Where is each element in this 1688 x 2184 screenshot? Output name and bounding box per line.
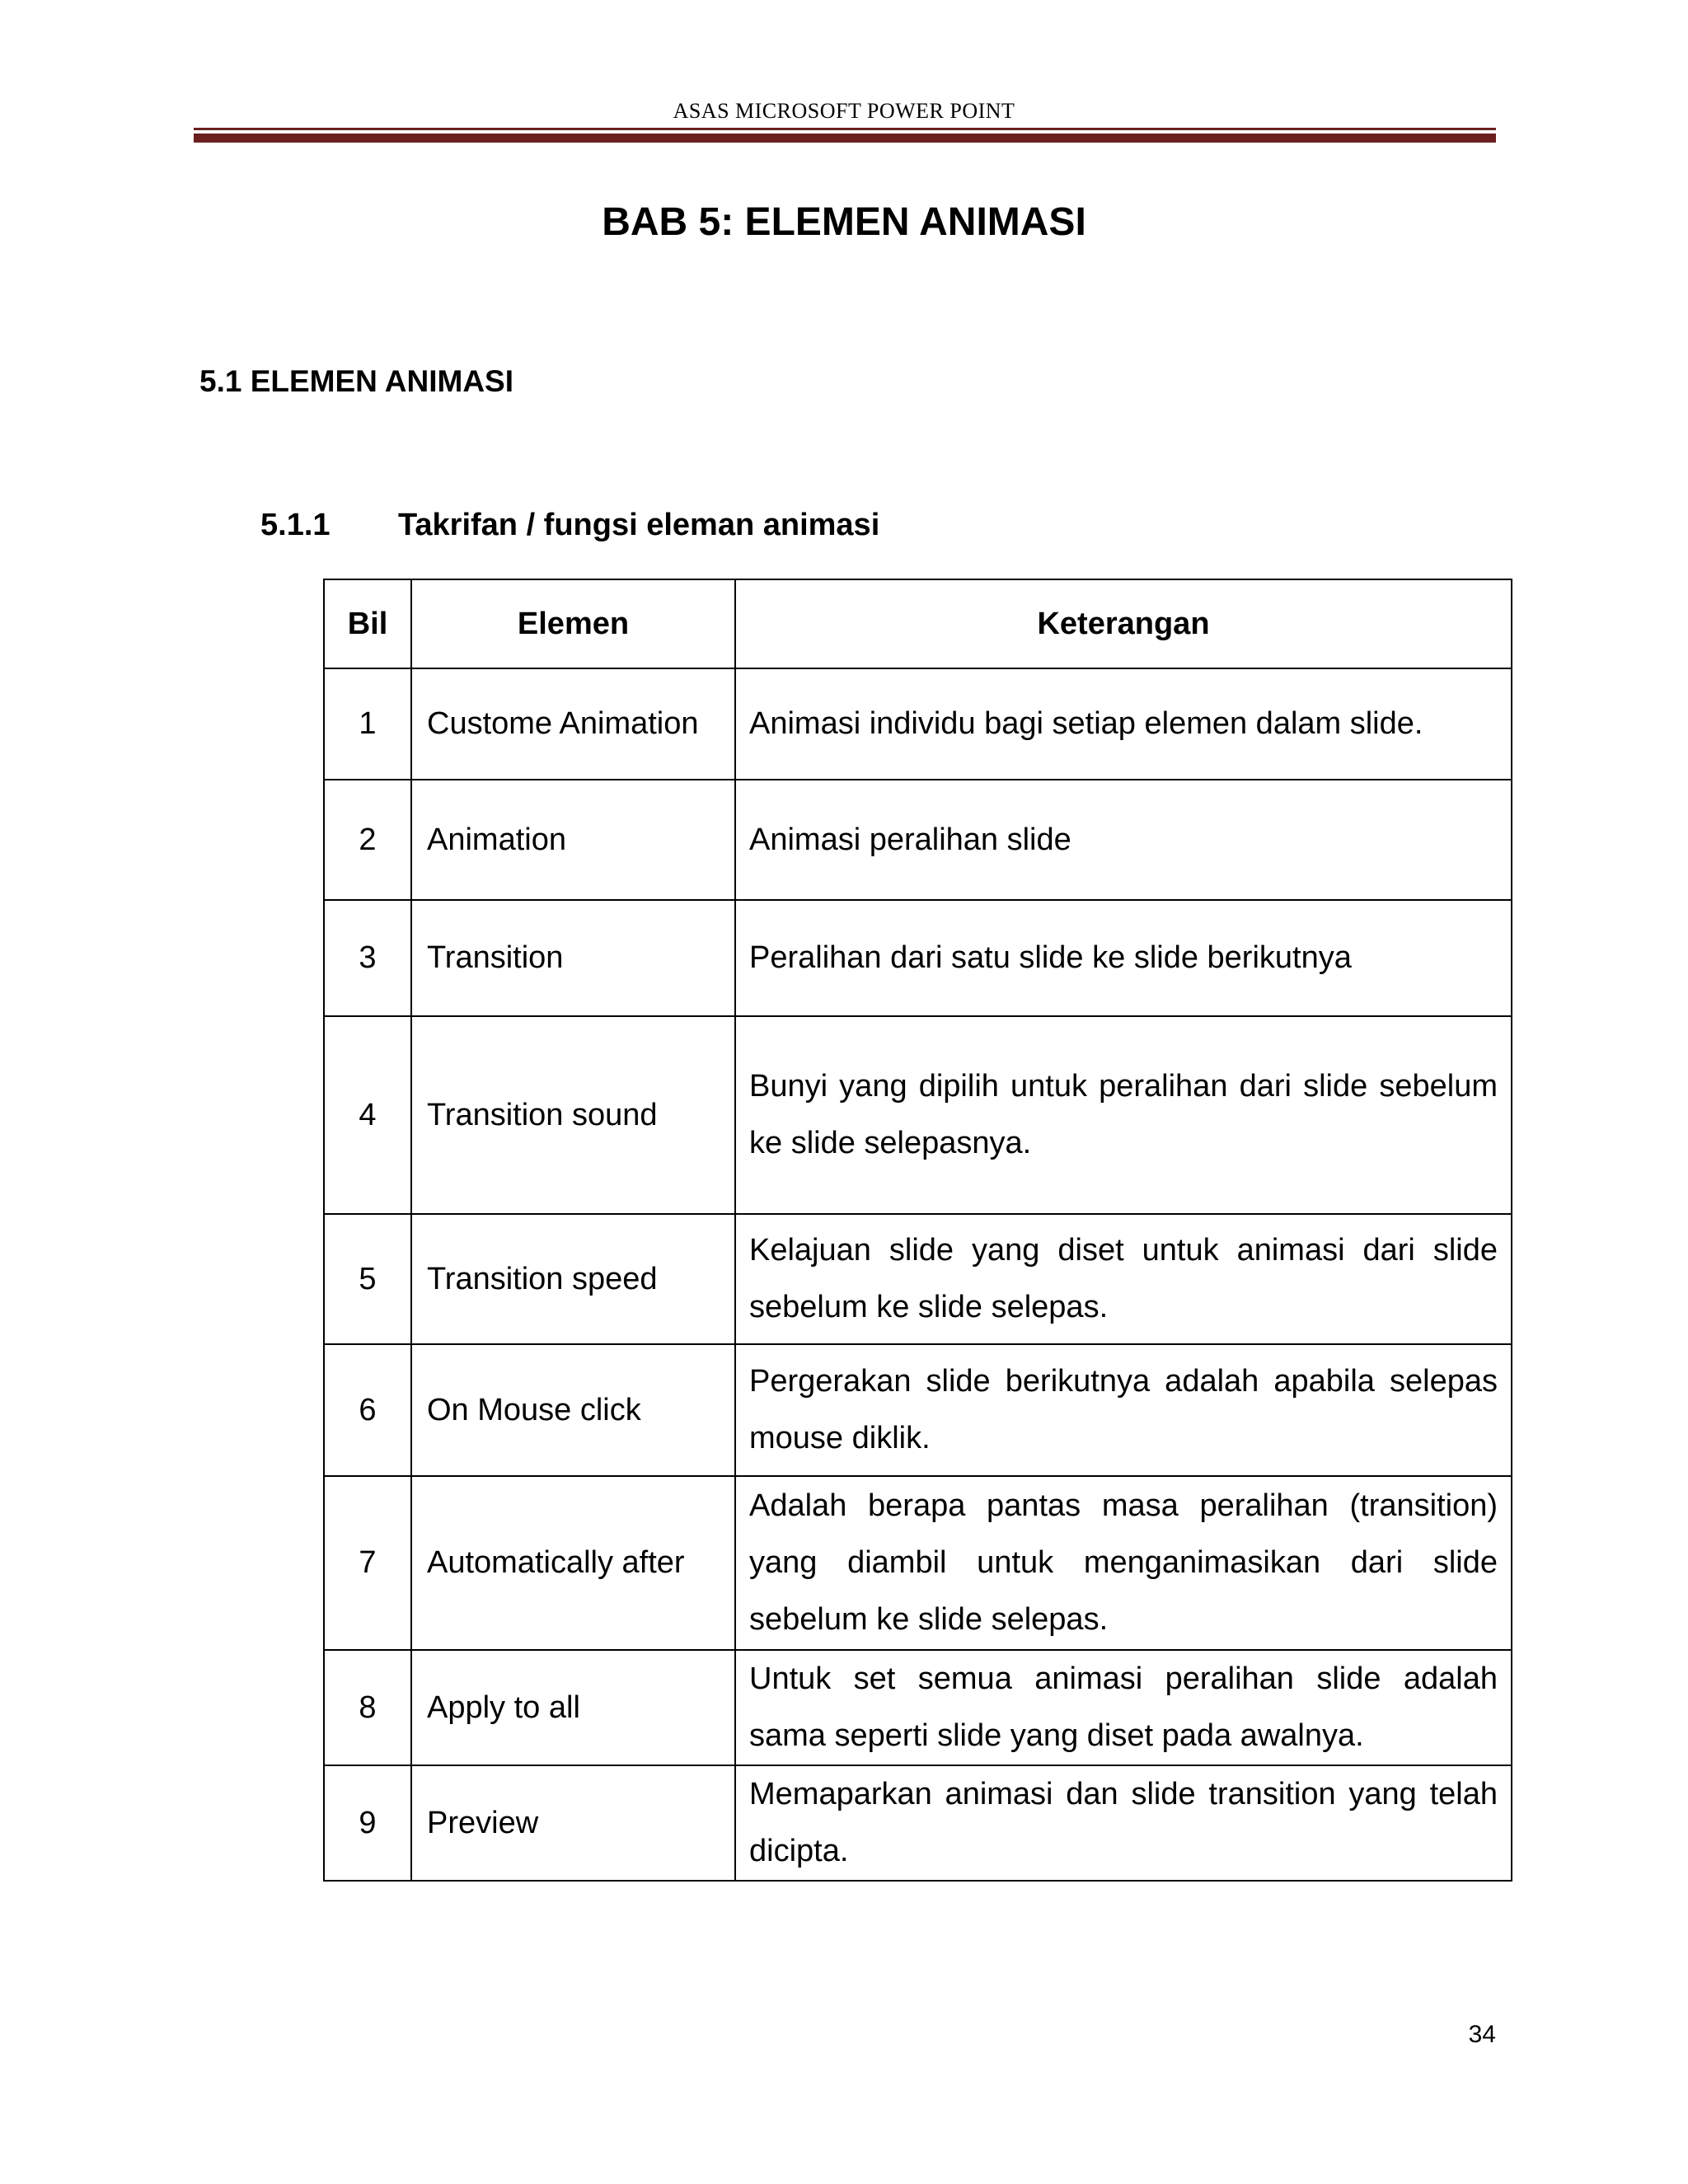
column-header-elemen: Elemen [411, 579, 735, 668]
row-elemen: Preview [411, 1765, 735, 1881]
header-rule-thick [194, 134, 1496, 143]
row-keterangan: Kelajuan slide yang diset untuk animasi dari slide sebelum ke slide selepas. [735, 1214, 1512, 1344]
row-bil: 4 [324, 1016, 411, 1214]
row-bil: 6 [324, 1344, 411, 1476]
table-row [324, 1016, 1512, 1214]
table-row [324, 1650, 1512, 1765]
row-keterangan: Untuk set semua animasi peralihan slide adalah sama seperti slide yang diset pada awalnya. [735, 1650, 1512, 1765]
row-bil: 5 [324, 1214, 411, 1344]
row-bil: 8 [324, 1650, 411, 1765]
row-bil: 7 [324, 1476, 411, 1650]
table-row [324, 1214, 1512, 1344]
table-row [324, 1765, 1512, 1881]
table-row [324, 780, 1512, 900]
row-elemen: On Mouse click [411, 1344, 735, 1476]
table-row [324, 1344, 1512, 1476]
row-keterangan: Animasi individu bagi setiap elemen dalam slide. [735, 668, 1512, 780]
running-header: ASAS MICROSOFT POWER POINT [673, 99, 1015, 123]
row-elemen: Transition sound [411, 1016, 735, 1214]
row-bil: 9 [324, 1765, 411, 1881]
row-keterangan: Adalah berapa pantas masa peralihan (transition) yang diambil untuk menganimasikan dari slide sebelum ke slide selepas. [735, 1476, 1512, 1650]
row-bil: 2 [324, 780, 411, 900]
row-keterangan: Bunyi yang dipilih untuk peralihan dari slide sebelum ke slide selepasnya. [735, 1016, 1512, 1214]
subsection-number: 5.1.1 [260, 508, 331, 542]
section-title: 5.1 ELEMEN ANIMASI [199, 364, 514, 398]
row-elemen: Animation [411, 780, 735, 900]
table-row [324, 900, 1512, 1016]
row-elemen: Transition [411, 900, 735, 1016]
row-elemen: Automatically after [411, 1476, 735, 1650]
header-rule-thin [194, 128, 1496, 130]
row-elemen: Apply to all [411, 1650, 735, 1765]
table-row [324, 668, 1512, 780]
chapter-title: BAB 5: ELEMEN ANIMASI [602, 200, 1086, 244]
row-keterangan: Peralihan dari satu slide ke slide berikutnya [735, 900, 1512, 1016]
subsection-title: Takrifan / fungsi eleman animasi [398, 508, 880, 542]
row-bil: 3 [324, 900, 411, 1016]
row-keterangan: Animasi peralihan slide [735, 780, 1512, 900]
table-header-row [324, 579, 1512, 668]
table-row [324, 1476, 1512, 1650]
column-header-keterangan: Keterangan [735, 579, 1512, 668]
column-header-bil: Bil [324, 579, 411, 668]
row-elemen: Transition speed [411, 1214, 735, 1344]
row-elemen: Custome Animation [411, 668, 735, 780]
page-number: 34 [1468, 2021, 1496, 2048]
animation-elements-table [323, 579, 1512, 1882]
row-bil: 1 [324, 668, 411, 780]
row-keterangan: Memaparkan animasi dan slide transition yang telah dicipta. [735, 1765, 1512, 1881]
row-keterangan: Pergerakan slide berikutnya adalah apabila selepas mouse diklik. [735, 1344, 1512, 1476]
